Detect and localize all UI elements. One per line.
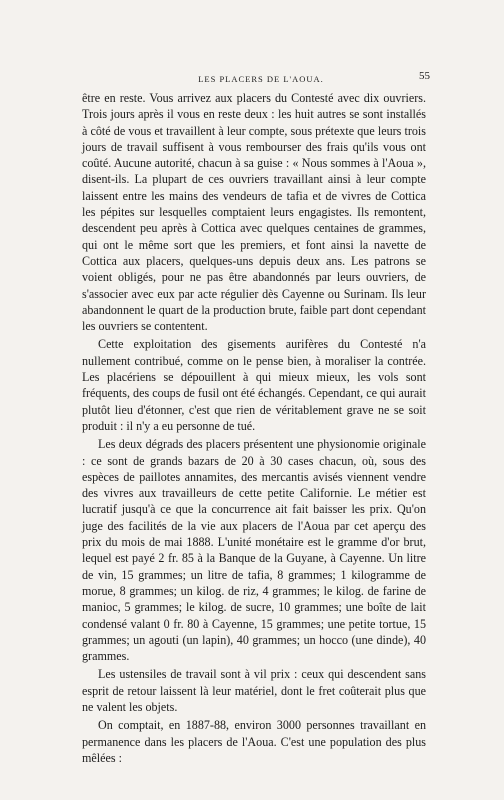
page-body	[82, 90, 426, 768]
paragraph: Les ustensiles de travail sont à vil prix : ceux qui descendent sans esprit de retour laissent là leur matériel, dont le fret coûterait plus que ne valent les objets.	[82, 667, 426, 714]
page-number: 55	[419, 70, 430, 82]
paragraph: être en reste. Vous arrivez aux placers du Contesté avec dix ouvriers. Trois jours après il vous en reste deux : les huit autres se sont installés à côté de vous et travaillent à leur compte, sous prétexte que leurs trois jours de travail suffisent à vous rembourser des frais qu'ils vous ont coûté. Aucune autorité, chacun à sa guise : « Nous sommes à l'Aoua », disent-ils. La plupart de ces ouvriers travaillant ainsi à leur compte laissent entre les mains des vendeurs de tafia et de vivres de Cottica les pépites sur lesquelles comptaient leurs engagistes. Ils remontent, descendent peu après à Cottica avec quelques centaines de grammes, qui ont le même sort que les premiers, et font ainsi la navette de Cottica aux placers, quelques-uns depuis deux ans. Les patrons se voient obligés, pour ne pas être abandonnés par leurs ouvriers, de s'associer avec eux par acte régulier dès Cayenne ou Surinam. Ils leur abandonnent le quart de la production brute, faible part dont cependant les ouvriers se contentent.	[82, 91, 426, 334]
paragraph: Les deux dégrads des placers présentent une physionomie originale : ce sont de grands bazars de 20 à 30 cases chacun, où, sous des espèces de paillotes annamites, des mercantis avisés viennent vendre des vivres aux travailleurs de cette petite Californie. Le métier est lucratif jusqu'à ce que la concurrence ait fait baisser les prix. Qu'on juge des facilités de la vie aux placers de l'Aoua par cet aperçu des prix du mois de mai 1888. L'unité monétaire est le gramme d'or brut, lequel est payé 2 fr. 85 à la Banque de la Guyane, à Cayenne. Un litre de vin, 15 grammes; un litre de tafia, 8 grammes; 1 kilogramme de morue, 8 grammes; un kilog. de riz, 4 grammes; le kilog. de farine de manioc, 5 grammes; le kilog. de sucre, 10 grammes; une boîte de lait condensé valant 0 fr. 80 à Cayenne, 15 grammes; une petite tortue, 15 grammes; un agouti (un lapin), 40 grammes; un hocco (une dinde), 40 grammes.	[82, 437, 426, 664]
paragraph: On comptait, en 1887-88, environ 3000 personnes travaillant en permanence dans les placers de l'Aoua. C'est une population des plus mêlées :	[82, 718, 426, 765]
running-title: LES PLACERS DE L'AOUA.	[198, 74, 324, 84]
paragraph: Cette exploitation des gisements aurifères du Contesté n'a nullement contribué, comme on le pense bien, à moraliser la contrée. Les placériens se dépouillent à qui mieux mieux, les vols sont fréquents, des coups de fusil ont été échangés. Cependant, ce qui aurait plutôt lieu d'étonner, c'est que rien de véritablement grave ne se soit produit : il n'y a eu personne de tué.	[82, 337, 426, 433]
